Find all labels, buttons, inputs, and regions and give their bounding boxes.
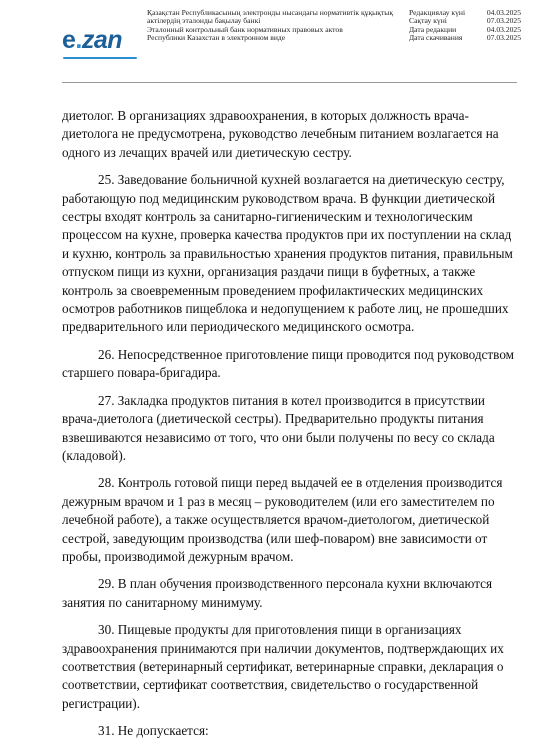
paragraph: диетолог. В организациях здравоохранения, в которых должность врача-диетолога не предусмотрена, руководство лечебным питанием возлагается на одного из лечащих врачей или диетическую сестру. <box>62 108 499 160</box>
paragraph: 30. Пищевые продукты для приготовления пищи в организациях здравоохранения принимаются при наличии документов, подтверждающих их соответствия (ветеринарный сертификат, ветеринарные справки, декларация о соответствии, сертификат соответствия, свидетельство о государственной регистрации). <box>62 622 504 711</box>
logo-underline <box>63 57 137 59</box>
meta-value: 07.03.2025 <box>486 16 521 26</box>
meta-label: Редакциялау күні <box>409 8 466 17</box>
meta-value: 04.03.2025 <box>486 8 521 17</box>
paragraph: 25. Заведование больничной кухней возлагается на диетическую сестру, работающую под медицинским руководством врача. В функции диетической сестры входят контроль за санитарно-гигиеническим и технологическим процессом на кухне, проверка качества продуктов при их поступлении на склад и кухню, контроль за правильностью хранения продуктов питания, правильным отпуском пищи из кухни, организация раздачи пищи в буфетных, а также контроль за своевременным проведением профилактических медицинских осмотров работников пищеблока и недопущением к работе лиц, не прошедших предварительного или периодического медицинского осмотра. <box>62 172 513 335</box>
meta-label: Дата скачивания <box>409 33 463 43</box>
meta-label: Сақтау күні <box>409 16 447 26</box>
header-dates <box>409 9 521 43</box>
meta-value: 04.03.2025 <box>486 24 521 34</box>
header-divider <box>62 82 517 83</box>
meta-label: Дата редакции <box>409 24 457 34</box>
document-header <box>0 0 557 80</box>
header-line: Қазақстан Республикасының электронды нысандағы нормативтік құқықтық <box>147 8 394 17</box>
header-line: актілердің эталонды бақылау банкі <box>147 16 261 26</box>
paragraph: 28. Контроль готовой пищи перед выдачей ее в отделения производится дежурным врачом и 1 раз в месяц – руководителем (или его заместителем по лечебной работе), а также осуществляется врачом-диетологом, диетической сестрой, заведующим производства (или шеф-поваром) вне зависимости от пробы, производимой дежурным врачом. <box>62 475 503 564</box>
paragraph: 26. Непосредственное приготовление пищи проводится под руководством старшего повара-бригадира. <box>62 346 515 381</box>
logo-zan: zan <box>81 26 123 54</box>
header-source-text <box>147 9 397 43</box>
paragraph: 31. Не допускается: <box>98 723 209 739</box>
paragraph: 27. Закладка продуктов питания в котел производится в присутствии врача-диетолога (диетической сестры). Предварительно продукты питания взвешиваются независимо от того, что они были получены по весу со склада (кладовой). <box>62 392 495 463</box>
header-line: Эталонный контрольный банк нормативных правовых актов <box>147 24 343 34</box>
meta-value: 07.03.2025 <box>486 33 521 43</box>
logo-e: e <box>62 26 76 54</box>
paragraph: 29. В план обучения производственного персонала кухни включаются занятия по санитарному минимуму. <box>62 576 493 610</box>
meta-row <box>409 34 521 42</box>
ezan-logo <box>62 28 122 53</box>
document-body <box>62 107 518 750</box>
logo-dot: . <box>75 26 82 54</box>
header-line: Республики Казахстан в электронном виде <box>147 33 286 43</box>
